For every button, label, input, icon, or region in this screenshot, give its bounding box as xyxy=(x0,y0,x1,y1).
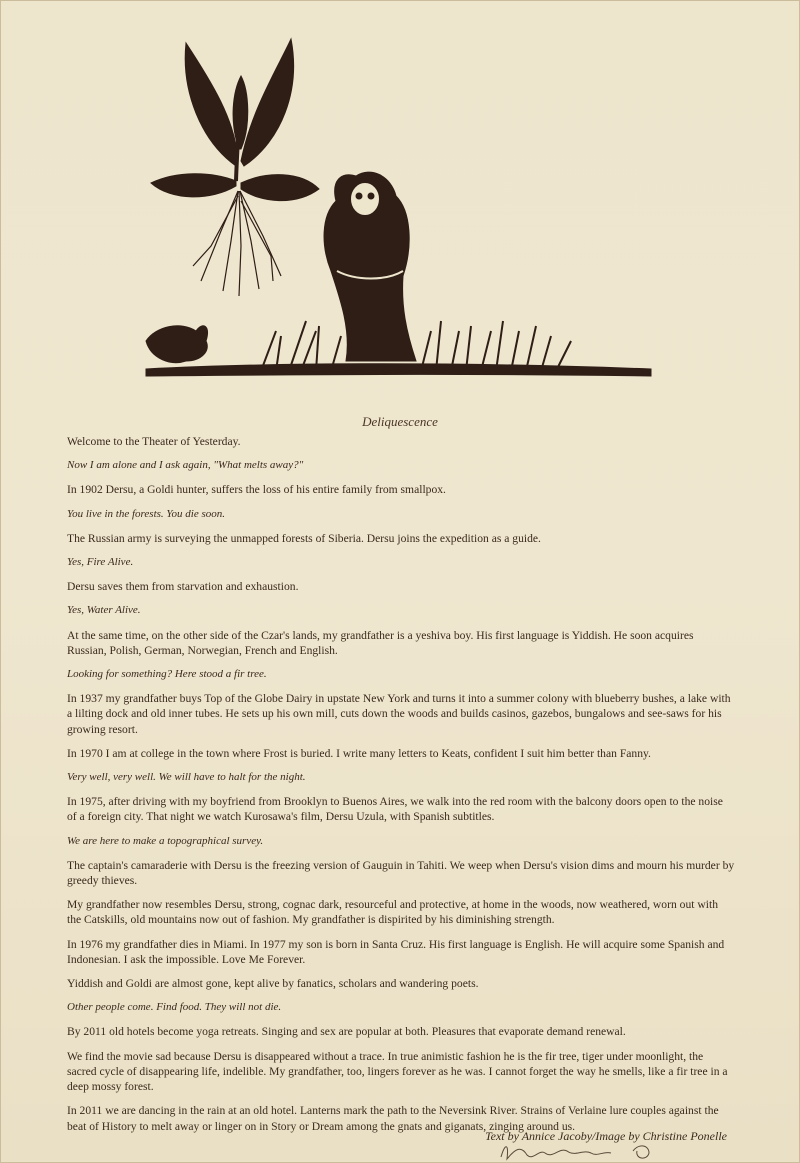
handwritten-signature xyxy=(493,1139,683,1163)
paragraph: At the same time, on the other side of the Czar's lands, my grandfather is a yeshiva boy. His first language is Yiddish. He soon acquires Russian, Polish, German, Norwegian, French and English. xyxy=(67,628,694,657)
plant-roots xyxy=(193,191,281,296)
paragraph: In 1902 Dersu, a Goldi hunter, suffers the loss of his entire family from smallpox. xyxy=(67,483,446,497)
owl-face xyxy=(350,182,380,216)
paragraph: In 1937 my grandfather buys Top of the Globe Dairy in upstate New York and turns it into a summer colony with blueberry bushes, a lake with a lilting dock and old inner tubes. He sets up his own mill, cuts down the woods and builds casinos, gazebos, bungalows and see-saws for his growing resort. xyxy=(67,692,731,736)
plant-bud xyxy=(233,76,248,149)
paragraph: Yiddish and Goldi are almost gone, kept alive by fanatics, scholars and wandering poets. xyxy=(67,977,479,991)
paragraph: In 2011 we are dancing in the rain at an old hotel. Lanterns mark the path to the Neversink River. Strains of Verlaine lure couples against the beat of History to melt away or linger on in Story or Dream among the gnats and giganats, zinging around us. xyxy=(67,1104,719,1133)
paragraph: Yes, Fire Alive. xyxy=(67,556,134,569)
paragraph: The Russian army is surveying the unmapped forests of Siberia. Dersu joins the expedition as a guide. xyxy=(67,531,541,545)
paragraph: Other people come. Find food. They will not die. xyxy=(67,1001,282,1014)
paragraph: We find the movie sad because Dersu is disappeared without a trace. In true animistic fashion he is the fir tree, tiger under moonlight, the sacred cycle of disappearing life, indelible. My grandfather, too, lingers forever as he was. I cannot forget the way he smells, like a fir tree in a deep mossy forest. xyxy=(67,1049,728,1094)
paragraph: In 1970 I am at college in the town where Frost is buried. I write many letters to Keats, confident I suit him better than Fanny. xyxy=(67,746,651,760)
credit-line: Text by Annice Jacoby/Image by Christine Ponelle xyxy=(485,1129,727,1143)
paragraph: Looking for something? Here stood a fir tree. xyxy=(67,668,267,681)
paragraph: You live in the forests. You die soon. xyxy=(67,507,225,520)
poem-title: Deliquescence xyxy=(362,414,438,429)
plant-leaf xyxy=(241,175,319,201)
paragraph: My grandfather now resembles Dersu, strong, cognac dark, resourceful and protective, at home in the woods, now weathered, worn out with the Catskills, old mountains now out of fashion. My grandfather is dispirited by his diminishing strength. xyxy=(67,898,718,927)
paragraph: By 2011 old hotels become yoga retreats. Singing and sex are popular at both. Pleasures that evaporate demand renewal. xyxy=(67,1025,626,1039)
poem-body xyxy=(67,434,735,1143)
paragraph: The captain's camaraderie with Dersu is the freezing version of Gauguin in Tahiti. We weep when Dersu's vision dims and mourn his murder by greedy thieves. xyxy=(67,858,735,888)
paragraph: Dersu saves them from starvation and exhaustion. xyxy=(67,580,299,594)
woodcut-illustration xyxy=(141,31,661,391)
plant-leaf xyxy=(241,39,294,166)
small-animal xyxy=(146,326,208,363)
paragraph: Very well, very well. We will have to halt for the night. xyxy=(67,771,306,784)
paragraph: Welcome to the Theater of Yesterday. xyxy=(67,435,241,448)
ground xyxy=(146,364,651,376)
paragraph: Now I am alone and I ask again, "What melts away?" xyxy=(67,459,304,472)
plant-leaf xyxy=(185,43,238,166)
paragraph: Yes, Water Alive. xyxy=(67,604,141,617)
paragraph: We are here to make a topographical survey. xyxy=(67,834,264,847)
paragraph: In 1976 my grandfather dies in Miami. In 1977 my son is born in Santa Cruz. His first language is English. He will acquire some Spanish and Indonesian. I ask the impossible. Love Me Forever. xyxy=(67,937,725,966)
plant-leaf xyxy=(151,174,236,197)
paragraph: In 1975, after driving with my boyfriend from Brooklyn to Buenos Aires, we walk into the red room with the balcony doors open to the noise of a foreign city. That night we watch Kurosawa's film, Dersu Uzula, with Spanish subtitles. xyxy=(67,795,723,824)
